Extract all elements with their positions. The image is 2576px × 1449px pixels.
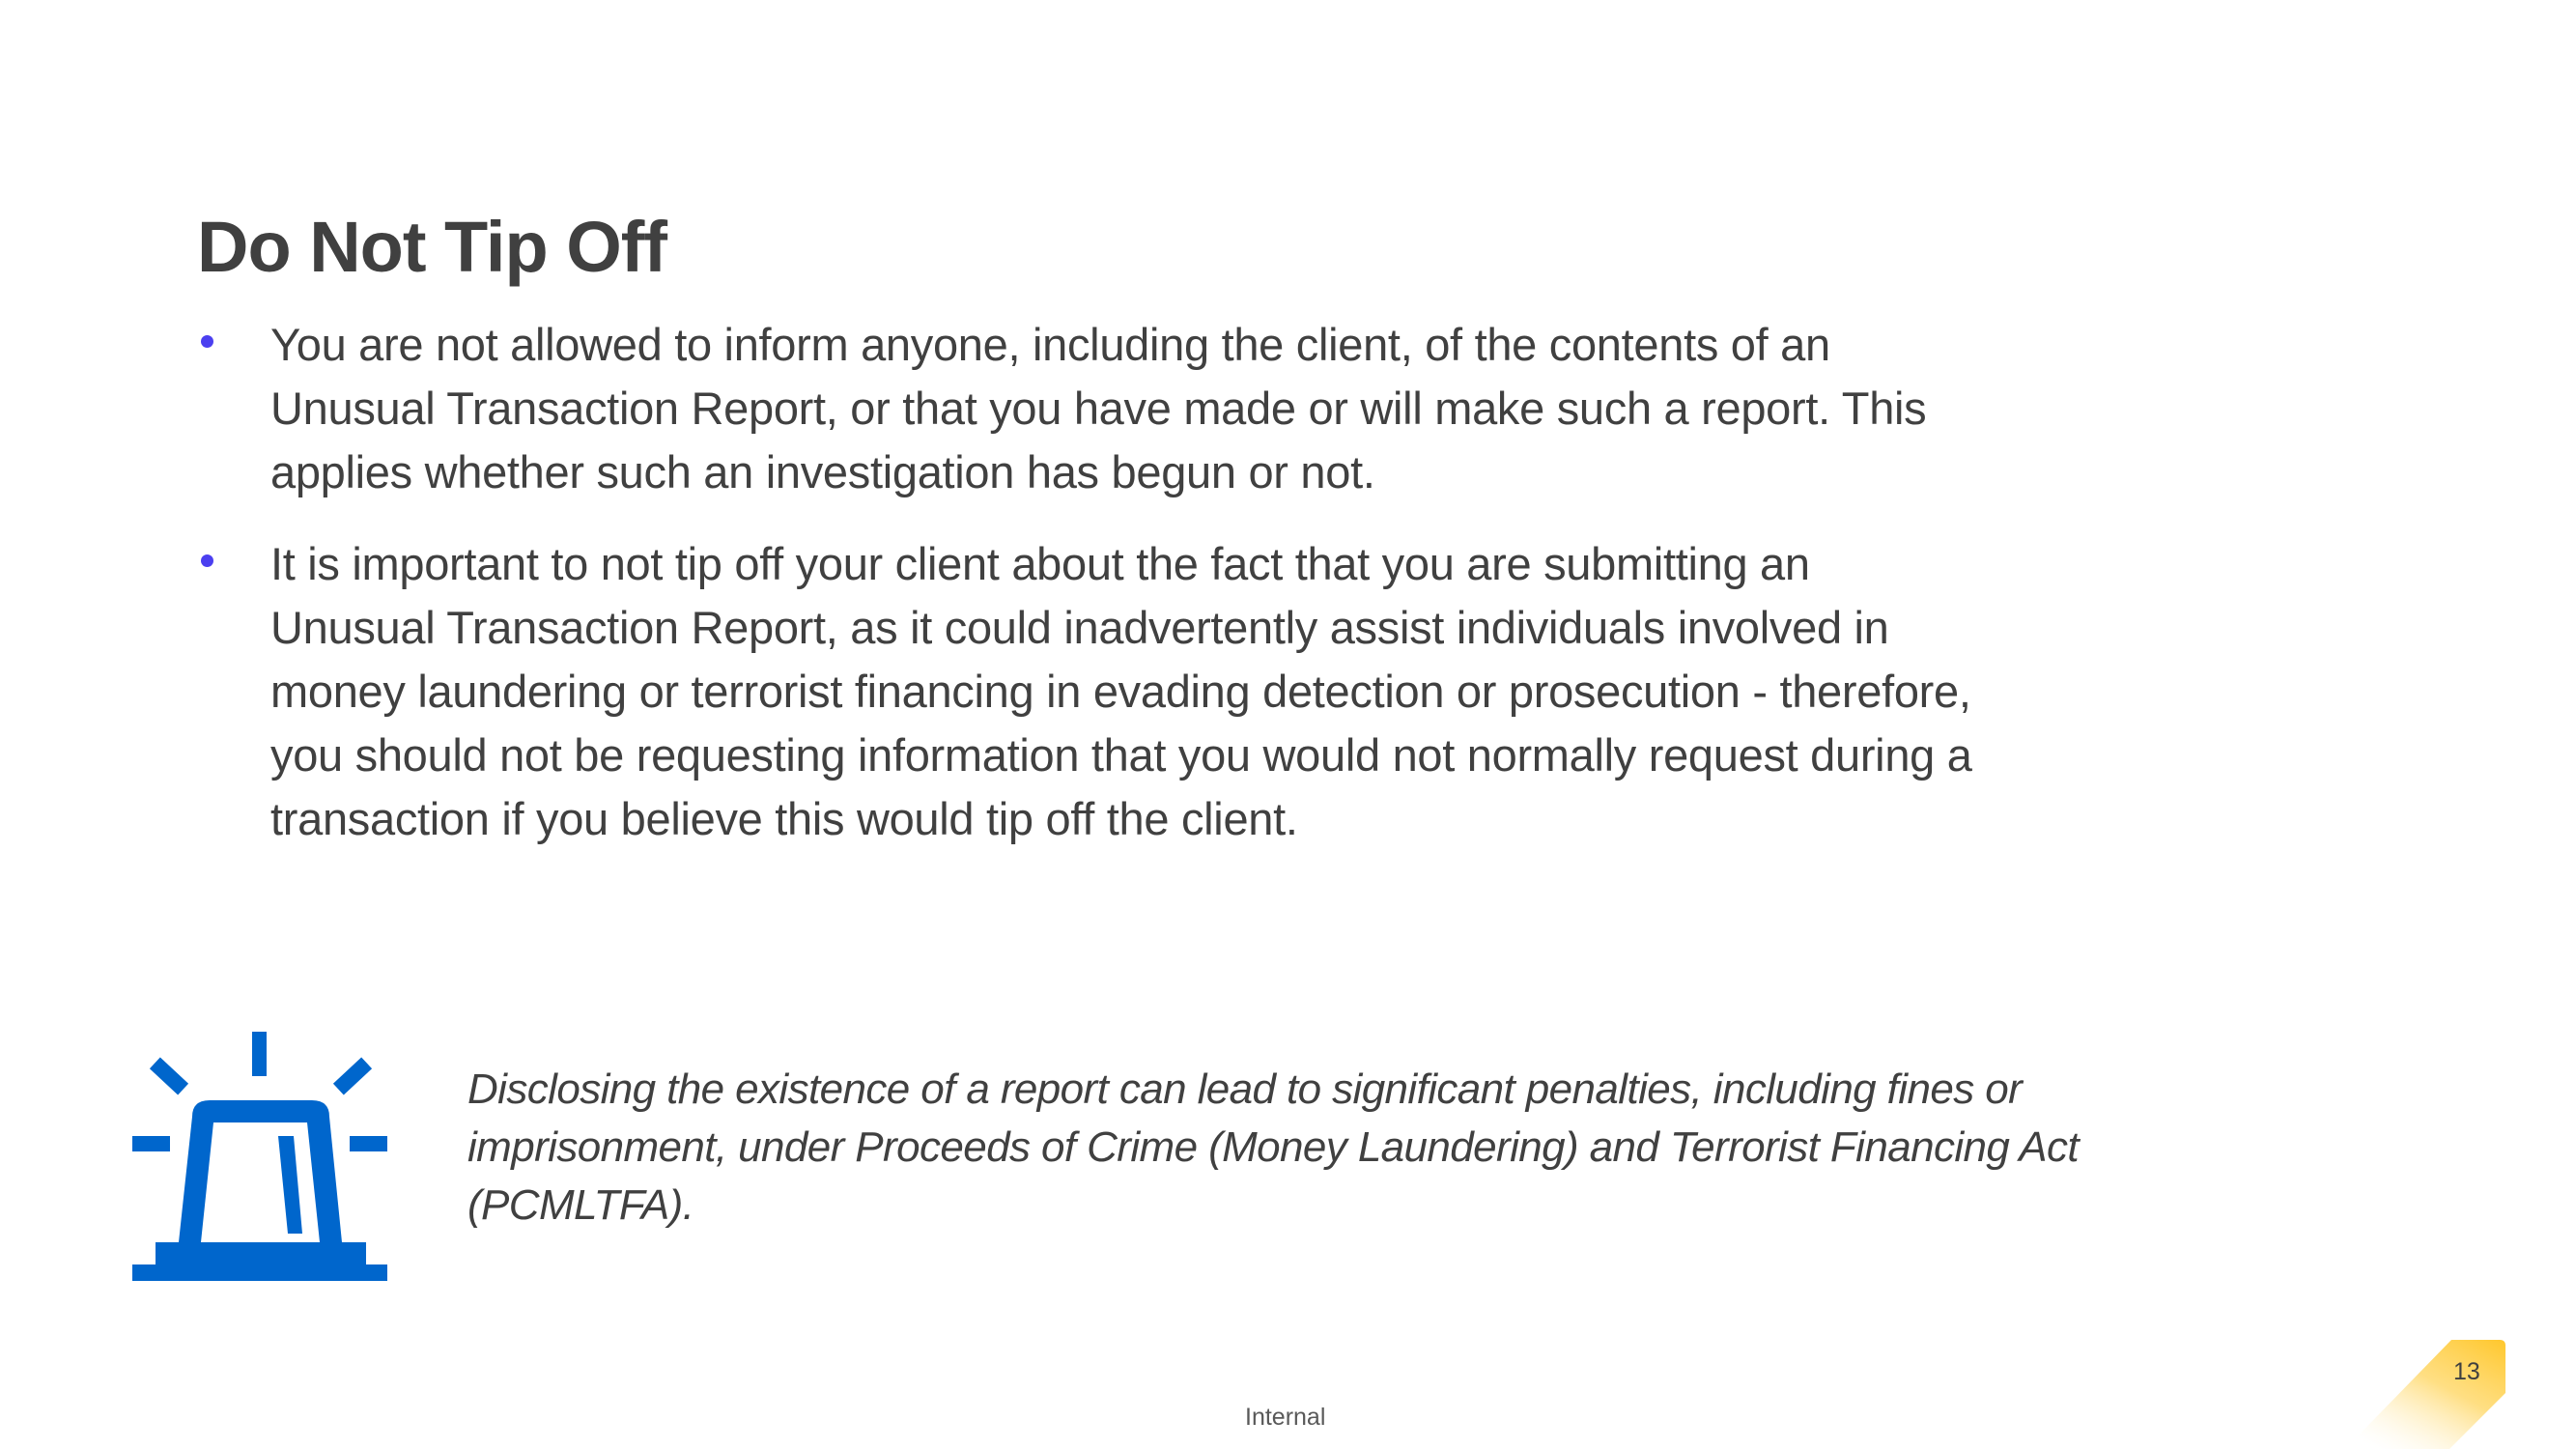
callout-line: imprisonment, under Proceeds of Crime (Money Laundering) and Terrorist Financing Act <box>467 1123 2080 1171</box>
bullet-line: You are not allowed to inform anyone, including the client, of the contents of an <box>270 319 1830 370</box>
bullet-line: applies whether such an investigation has begun or not. <box>270 446 1375 497</box>
callout-line: (PCMLTFA). <box>467 1181 694 1229</box>
bullet-line: Unusual Transaction Report, or that you have made or will make such a report. This <box>270 383 1927 434</box>
callout-text <box>467 1061 2079 1235</box>
page-number: 13 <box>2453 1358 2480 1385</box>
slide-title: Do Not Tip Off <box>197 207 667 287</box>
callout-line: Disclosing the existence of a report can lead to significant penalties, including fines or <box>467 1065 2023 1113</box>
bullet-text <box>270 313 1926 504</box>
page-corner-decoration <box>2337 1333 2576 1449</box>
bullet-line: transaction if you believe this would tip off the client. <box>270 793 1298 844</box>
siren-alarm-icon <box>132 1022 389 1281</box>
bullet-dot <box>201 554 213 567</box>
bullet-line: It is important to not tip off your client about the fact that you are submitting an <box>270 538 1810 589</box>
footer-classification: Internal <box>1245 1404 1326 1431</box>
bullet-line: Unusual Transaction Report, as it could inadvertently assist individuals involved in <box>270 602 1889 653</box>
bullet-text <box>270 532 1972 851</box>
bullet-dot <box>201 335 213 348</box>
bullet-line: money laundering or terrorist financing in evading detection or prosecution - therefore, <box>270 666 1971 717</box>
bullet-line: you should not be requesting information that you would not normally request during a <box>270 729 1972 781</box>
